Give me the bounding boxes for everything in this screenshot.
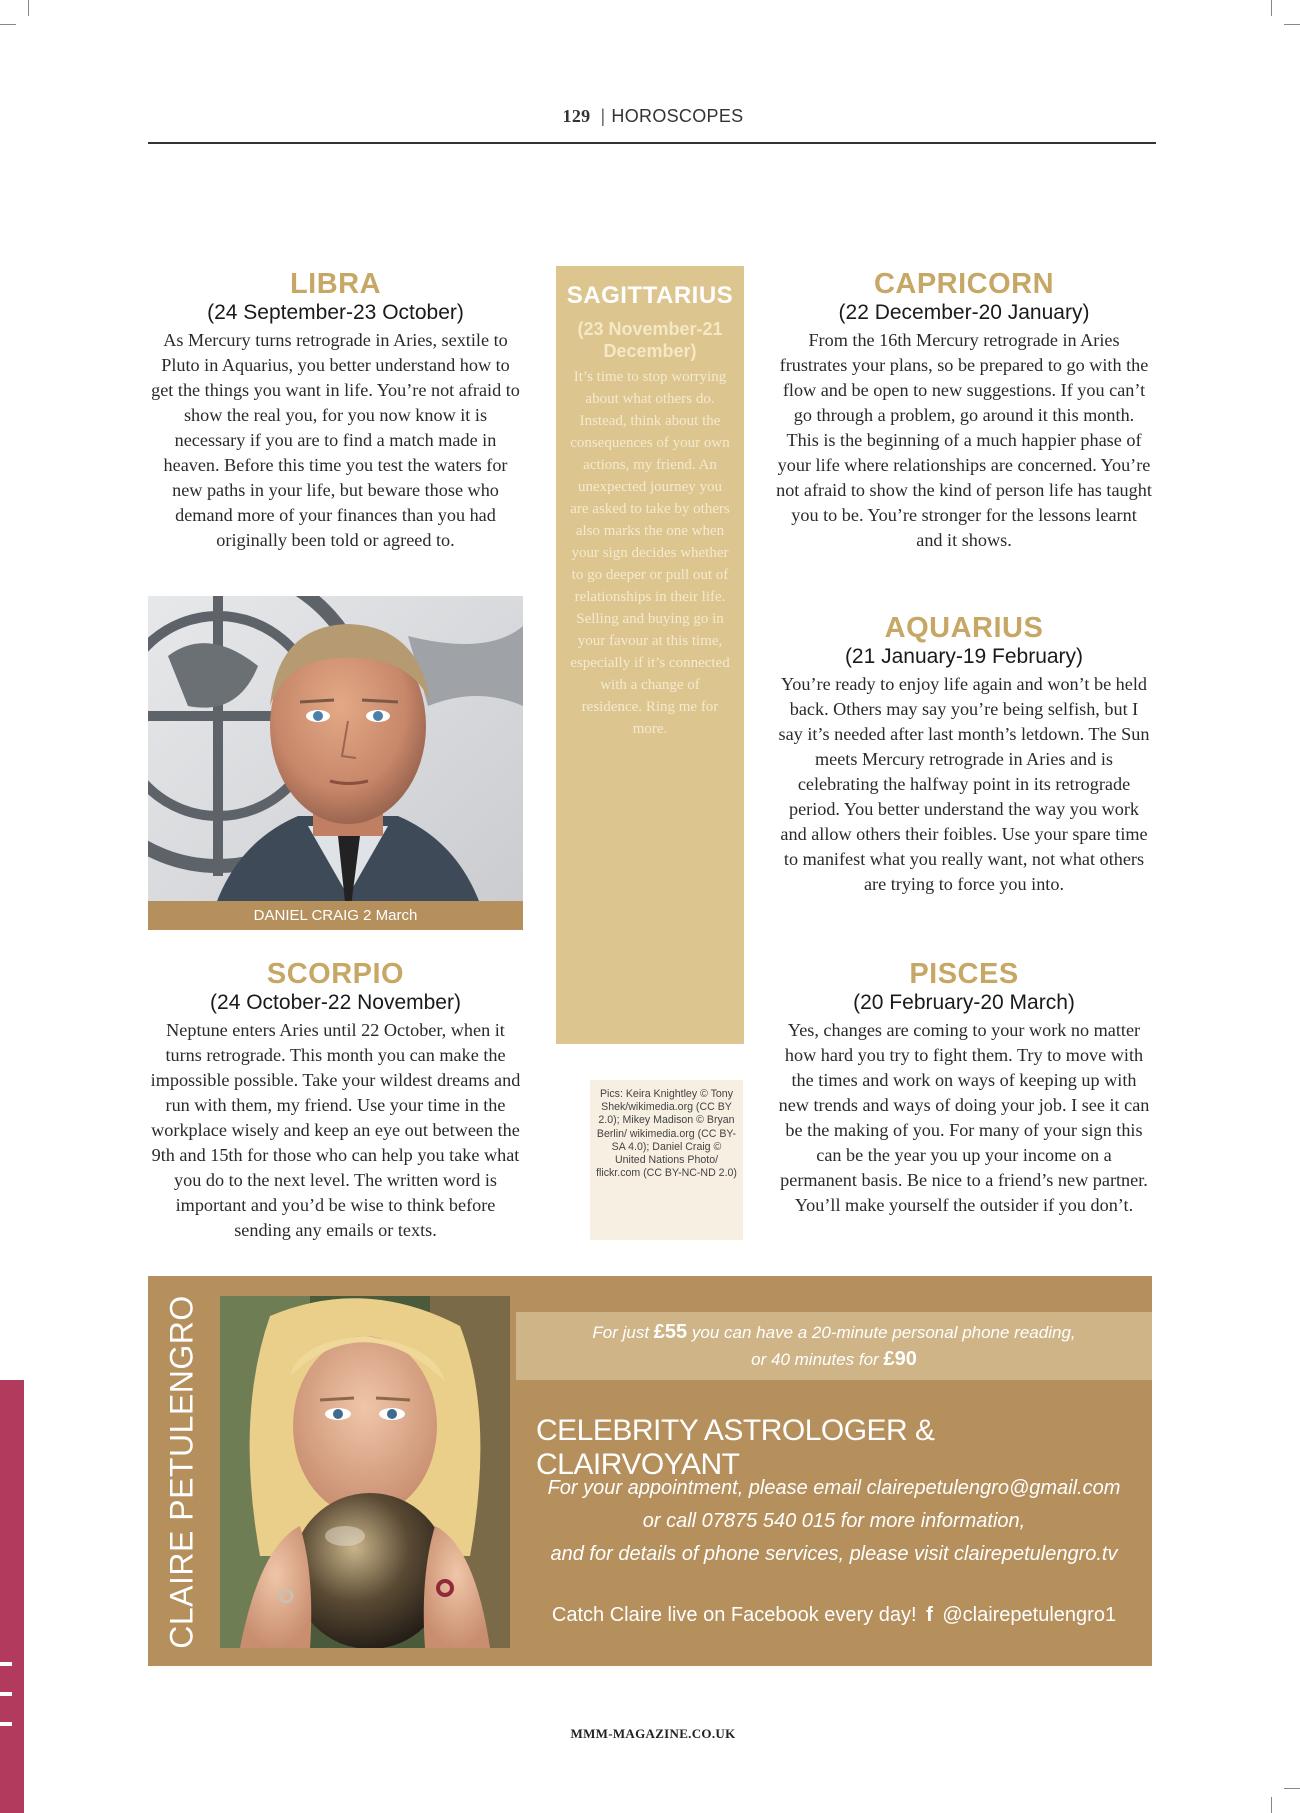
- photo-credits: Pics: Keira Knightley © Tony Shek/wikimedia.org (CC BY 2.0); Mikey Madison © Bryan Berlin/ wikimedia.org (CC BY-SA 4.0); Daniel Craig © United Nations Photo/ flickr.com (CC BY-NC-ND 2.0): [590, 1080, 743, 1240]
- horoscope-text: From the 16th Mercury retrograde in Aries frustrates your plans, so be prepared to go with the flow and be open to new suggestions. If you can’t go through a problem, go around it this month. This is the beginning of a much happier phase of your life where relationships are concerned. You’re not afraid to show the kind of person life has taught you to be. You’re stronger for the lessons learnt and it shows.: [776, 330, 1152, 550]
- facebook-text: Catch Claire live on Facebook every day!: [551, 1604, 917, 1626]
- advert-name-vertical: [162, 1296, 202, 1648]
- offer-text: you can have a 20-minute personal phone reading,: [691, 1323, 1076, 1342]
- running-head: [150, 106, 1156, 127]
- photo-caption: DANIEL CRAIG 2 March: [148, 901, 523, 930]
- facebook-icon: f: [926, 1604, 933, 1626]
- sign-dates: (20 February-20 March): [853, 991, 1075, 1014]
- advert-offer: [516, 1312, 1152, 1380]
- contact-line: or call 07875 540 015 for more information,: [642, 1510, 1026, 1532]
- sign-title: AQUARIUS: [884, 612, 1044, 644]
- portrait-illustration: [148, 596, 523, 930]
- horoscope-text: You’re ready to enjoy life again and won’t be held back. Others may say you’re being selfish, but I say it’s needed after last month’s letdown. The Sun meets Mercury retrograde in Aries and is celebrating the halfway point in its retrograde period. You better understand the way you work and allow others their foibles. Use your spare time to manifest what you really want, not what others are trying to force you into.: [778, 674, 1150, 894]
- horoscope-text: Yes, changes are coming to your work no matter how hard you try to fight them. Try to move with the times and work on ways of keeping up with new trends and ways of doing your job. I see it can be the making of you. For many of your sign this can be the year you up your income on a permanent basis. Be nice to a friend’s new partner. You’ll make yourself the outsider if you don’t.: [778, 1020, 1150, 1215]
- sign-title: PISCES: [909, 958, 1019, 990]
- header-rule: [148, 142, 1156, 144]
- crop-mark: [1271, 0, 1272, 16]
- sign-dates: (21 January-19 February): [844, 645, 1084, 668]
- capricorn-block: [776, 268, 1152, 553]
- footer-site: MMM-MAGAZINE.CO.UK: [570, 1726, 736, 1741]
- sign-title: SAGITTARIUS: [566, 282, 734, 309]
- crop-mark: [0, 24, 16, 25]
- crop-mark: [1271, 1797, 1272, 1813]
- horoscope-text: It’s time to stop worrying about what others do. Instead, think about the consequences of your own actions, my friend. An unexpected journey you are asked to take by others also marks the one when your sign decides whether to go deeper or pull out of relationships in their life. Selling and buying go in your favour at this time, especially if it’s connected with a change of residence. Ring me for more.: [570, 369, 730, 737]
- sign-title: SCORPIO: [266, 958, 405, 990]
- price-40-min: £90: [883, 1348, 917, 1370]
- pisces-block: [776, 958, 1152, 1218]
- advert-contact: [526, 1472, 1142, 1571]
- astrologer-advert: [148, 1276, 1152, 1666]
- offer-text: For just: [592, 1323, 650, 1342]
- facebook-handle: @clairepetulengro1: [942, 1604, 1117, 1626]
- sign-title: LIBRA: [289, 268, 382, 300]
- section-title: HOROSCOPES: [611, 106, 744, 126]
- contact-line: For your appointment, please email clairepetulengro@gmail.com: [547, 1477, 1121, 1499]
- section-edge-tab: [0, 1380, 24, 1813]
- claire-petulengro-photo: [220, 1296, 510, 1648]
- separator: |: [600, 106, 606, 126]
- daniel-craig-photo: [148, 596, 523, 930]
- crop-mark: [1284, 1788, 1300, 1789]
- sign-dates: (24 October-22 November): [210, 991, 461, 1014]
- horoscope-text: Neptune enters Aries until 22 October, when it turns retrograde. This month you can make the impossible possible. Take your wildest dreams and run with them, my friend. Use your time in the workplace wisely and keep an eye out between the 9th and 15th for those who can help you take what you do to the next level. The written word is important and you’d be wise to think before sending any emails or texts.: [150, 1020, 521, 1240]
- sign-dates: (22 December-20 January): [838, 301, 1090, 324]
- advertiser-name: CLAIRE PETULENGRO: [163, 1295, 200, 1649]
- page-number: 129: [562, 106, 591, 126]
- price-20-min: £55: [653, 1321, 688, 1343]
- sign-dates: (23 November-21 December): [577, 319, 723, 361]
- scorpio-block: [148, 958, 523, 1243]
- offer-text: or 40 minutes for: [751, 1350, 879, 1369]
- contact-line: and for details of phone services, please visit clairepetulengro.tv: [550, 1543, 1118, 1565]
- horoscope-text: As Mercury turns retrograde in Aries, sextile to Pluto in Aquarius, you better understand how to get the things you want in life. You’re not afraid to show the real you, for you now know it is necessary if you are to find a match made in heaven. Before this time you test the waters for new paths in your life, but beware those who demand more of your finances than you had originally been told or agreed to.: [151, 330, 520, 550]
- libra-block: [148, 268, 523, 553]
- aquarius-block: [776, 612, 1152, 897]
- sign-dates: (24 September-23 October): [207, 301, 464, 324]
- sign-title: CAPRICORN: [873, 268, 1055, 300]
- advert-facebook: [526, 1604, 1142, 1627]
- crop-mark: [1284, 24, 1300, 25]
- crystal-ball-illustration: [220, 1296, 510, 1648]
- advert-title: CELEBRITY ASTROLOGER & CLAIRVOYANT: [536, 1414, 935, 1481]
- crop-mark: [28, 0, 29, 16]
- sagittarius-panel: [556, 266, 744, 1044]
